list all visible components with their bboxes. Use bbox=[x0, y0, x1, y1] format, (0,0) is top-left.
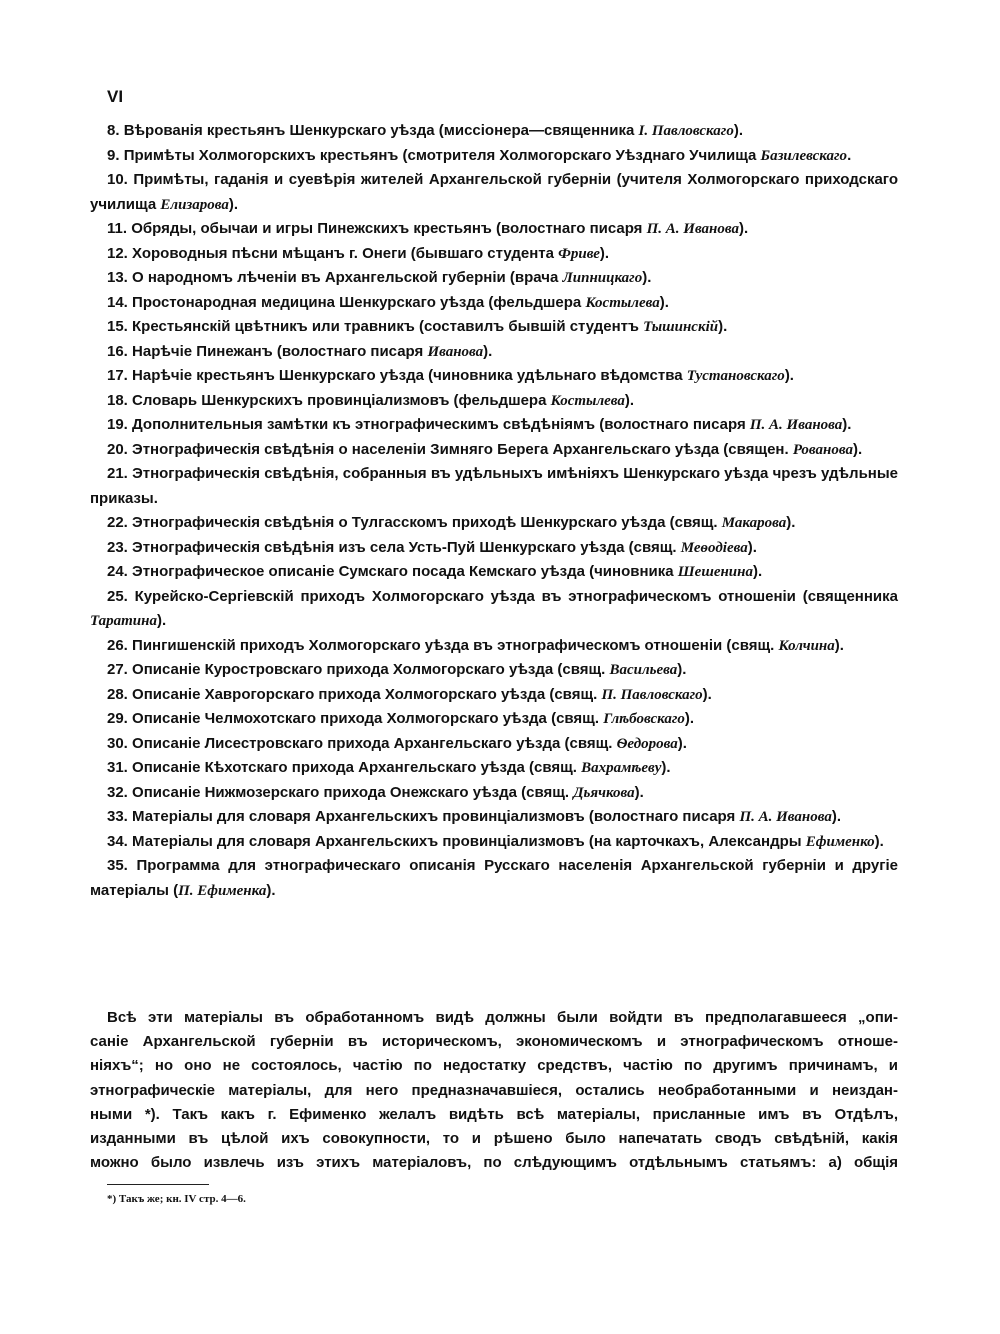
item-number: 26. bbox=[107, 636, 128, 654]
list-item bbox=[90, 707, 898, 732]
item-text: Матеріалы для словаря Архангельскихъ провинціализмовъ (на карточкахъ, Александры bbox=[132, 832, 806, 850]
item-number: 20. bbox=[107, 440, 128, 458]
list-item bbox=[90, 658, 898, 683]
item-text: Описаніе Челмохотскаго прихода Холмогорскаго уѣзда (свящ. bbox=[132, 710, 604, 727]
item-author: Дьячкова bbox=[573, 784, 635, 801]
item-text: Описаніе Нижмозерскаго прихода Онежскаго уѣзда (свящ. bbox=[132, 783, 574, 801]
item-tail: ). bbox=[661, 759, 671, 776]
list-item bbox=[90, 830, 898, 855]
item-text: Описаніе Хаврогорскаго прихода Холмогорскаго уѣзда (свящ. bbox=[132, 685, 602, 703]
item-text: Описаніе Лисестровскаго прихода Архангельскаго уѣзда (свящ. bbox=[132, 734, 617, 752]
item-tail: ). bbox=[733, 122, 743, 139]
paragraph-line: этнографическіе матеріалы, для него предназначавшіеся, остались необработанными и неиздан- bbox=[90, 1081, 898, 1099]
item-author: Иванова bbox=[427, 343, 484, 360]
item-number: 11. bbox=[107, 220, 128, 237]
item-tail: ). bbox=[784, 367, 794, 384]
list-item bbox=[90, 217, 898, 242]
list-item bbox=[90, 462, 898, 511]
item-text: Программа для этнографическаго описанія Русскаго населенія Архангельской губерніи и другіе матеріалы ( bbox=[90, 857, 898, 899]
item-number: 8. bbox=[107, 122, 120, 139]
item-text: Описаніе Кѣхотскаго прихода Архангельскаго уѣзда (свящ. bbox=[132, 759, 582, 776]
item-number: 16. bbox=[107, 342, 128, 360]
item-number: 28. bbox=[107, 685, 128, 703]
item-tail: . bbox=[847, 146, 852, 164]
item-number: 27. bbox=[107, 661, 128, 678]
paragraph-line: можно было извлечь изъ этихъ матеріаловъ, по слѣдующимъ отдѣльнымъ статьямъ: а) общія bbox=[90, 1154, 898, 1172]
item-number: 23. bbox=[107, 538, 128, 556]
item-text: О народномъ лѣченіи въ Архангельской губерніи (врача bbox=[132, 269, 563, 286]
item-author: Костылева bbox=[585, 294, 660, 311]
item-author: Липницкаго bbox=[562, 270, 643, 286]
item-author: П. Ефименка bbox=[178, 882, 267, 899]
list-item bbox=[90, 389, 898, 414]
item-author: Глѣбовскаго bbox=[603, 711, 685, 727]
item-number: 31. bbox=[107, 759, 128, 776]
item-author: І. Павловскаго bbox=[638, 123, 734, 139]
item-number: 33. bbox=[107, 808, 128, 825]
item-number: 9. bbox=[107, 146, 120, 164]
item-text: Нарѣчіе крестьянъ Шенкурскаго уѣзда (чиновника удѣльнаго вѣдомства bbox=[132, 367, 687, 384]
item-text: Матеріалы для словаря Архангельскихъ провинціализмовъ (волостнаго писаря bbox=[132, 808, 740, 825]
body-paragraph bbox=[90, 1006, 898, 1175]
item-number: 18. bbox=[107, 391, 128, 409]
item-author: Тышинскій bbox=[643, 319, 719, 335]
item-tail: ). bbox=[752, 563, 763, 580]
item-number: 32. bbox=[107, 783, 128, 801]
footnote: *) Такъ же; кн. IV стр. 4—6. bbox=[107, 1193, 246, 1205]
list-item bbox=[90, 438, 898, 463]
list-item bbox=[90, 805, 898, 830]
list-item bbox=[90, 536, 898, 561]
list-item bbox=[90, 634, 898, 659]
page-number: VI bbox=[107, 87, 124, 106]
item-tail: ). bbox=[599, 244, 610, 262]
item-tail: ). bbox=[659, 293, 669, 311]
list-item bbox=[90, 242, 898, 267]
item-tail: ). bbox=[842, 416, 852, 433]
item-author: Рованова bbox=[792, 441, 853, 458]
item-tail: ). bbox=[718, 318, 728, 335]
item-tail: ). bbox=[483, 342, 493, 360]
item-text: Этнографическое описаніе Сумскаго посада Кемскаго уѣзда (чиновника bbox=[132, 563, 678, 580]
paragraph-line: изданными въ цѣлой ихъ совокупности, то и рѣшено было напечатать сводъ свѣдѣній, какія bbox=[90, 1129, 898, 1147]
item-number: 10. bbox=[107, 171, 128, 188]
item-author: Шешенина bbox=[677, 564, 753, 580]
item-tail: ). bbox=[642, 269, 652, 286]
paragraph-line: ніяхъ“; но оно не состоялось, частію по недостатку средствъ, частію по другимъ причинамъ, и bbox=[90, 1057, 898, 1075]
item-tail: ). bbox=[634, 783, 644, 801]
item-author: Таратина bbox=[90, 613, 157, 629]
item-number: 30. bbox=[107, 734, 128, 752]
list-item bbox=[90, 511, 898, 536]
item-number: 21. bbox=[107, 465, 128, 482]
item-number: 25. bbox=[107, 587, 128, 605]
item-text: Вѣрованія крестьянъ Шенкурскаго уѣзда (миссіонера—священника bbox=[123, 122, 639, 139]
paragraph-line: саніе Архангельской губерніи въ историческомъ, экономическомъ и этнографическомъ отноше- bbox=[90, 1033, 898, 1051]
list-item bbox=[90, 168, 898, 217]
item-number: 15. bbox=[107, 318, 128, 335]
item-tail: ). bbox=[677, 661, 687, 678]
list-item bbox=[90, 340, 898, 365]
item-text: Этнографическія свѣдѣнія о населеніи Зимняго Берега Архангельскаго уѣзда (священ. bbox=[132, 440, 793, 458]
item-text: Этнографическія свѣдѣнія, собранныя въ удѣльныхъ имѣніяхъ Шенкурскаго уѣзда чрезъ удѣльные приказы. bbox=[90, 465, 898, 507]
item-text: Простонародная медицина Шенкурскаго уѣзда (фельдшера bbox=[132, 293, 586, 311]
item-number: 29. bbox=[107, 710, 128, 727]
item-number: 13. bbox=[107, 269, 128, 286]
item-number: 34. bbox=[107, 832, 128, 850]
item-author: Тустановскаго bbox=[686, 368, 785, 384]
item-author: П. Павловскаго bbox=[601, 686, 703, 703]
item-tail: ). bbox=[738, 220, 749, 237]
item-author: Меѳодіева bbox=[680, 539, 748, 556]
item-text: Хороводныя пѣсни мѣщанъ г. Онеги (бывшаго студента bbox=[132, 244, 559, 262]
item-tail: ). bbox=[266, 881, 276, 899]
item-author: Колчина bbox=[778, 637, 835, 654]
list-item bbox=[90, 364, 898, 389]
item-tail: ). bbox=[228, 195, 239, 213]
item-text: Этнографическія свѣдѣнія о Тулгасскомъ приходѣ Шенкурскаго уѣзда (свящ. bbox=[132, 514, 722, 531]
item-author: Ефименко bbox=[805, 833, 875, 850]
item-text: Обряды, обычаи и игры Пинежскихъ крестьянъ (волостнаго писаря bbox=[131, 220, 647, 237]
item-tail: ). bbox=[834, 636, 844, 654]
item-text: Крестьянскій цвѣтникъ или травникъ (составилъ бывшій студентъ bbox=[132, 318, 644, 335]
item-text: Этнографическія свѣдѣнія изъ села Усть-Пуй Шенкурскаго уѣзда (свящ. bbox=[132, 538, 681, 556]
list-item bbox=[90, 315, 898, 340]
item-text: Пингишенскій приходъ Холмогорскаго уѣзда въ этнографическомъ отношеніи (свящ. bbox=[132, 636, 779, 654]
item-number: 17. bbox=[107, 367, 128, 384]
item-author: Базилевскаго bbox=[760, 147, 848, 164]
item-author: Васильева bbox=[609, 662, 678, 678]
item-number: 14. bbox=[107, 293, 128, 311]
list-item bbox=[90, 413, 898, 438]
materials-list bbox=[90, 119, 898, 903]
item-text: Описаніе Куростровскаго прихода Холмогорскаго уѣзда (свящ. bbox=[132, 661, 610, 678]
paragraph-line: ными *). Такъ какъ г. Ефименко желалъ видѣть всѣ матеріалы, присланные имъ въ Отдѣлъ, bbox=[90, 1105, 898, 1123]
item-tail: ). bbox=[747, 538, 757, 556]
item-tail: ). bbox=[156, 612, 167, 629]
item-author: Вахрамѣеву bbox=[581, 760, 662, 776]
item-text: Примѣты, гаданія и суевѣрія жителей Архангельской губерніи (учителя Холмогорскаго приходскаго училища bbox=[90, 171, 899, 213]
item-author: Фриве bbox=[558, 245, 600, 262]
item-text: Дополнительныя замѣтки къ этнографическимъ свѣдѣніямъ (волостнаго писаря bbox=[132, 416, 750, 433]
item-author: П. А. Иванова bbox=[739, 809, 832, 825]
item-author: Ѳедорова bbox=[616, 735, 678, 752]
item-number: 22. bbox=[107, 514, 128, 531]
paragraph-line: Всѣ эти матеріалы въ обработанномъ видѣ должны были войдти въ предполагавшееся „опи- bbox=[107, 1009, 898, 1026]
item-tail: ). bbox=[874, 832, 884, 850]
item-tail: ). bbox=[624, 391, 635, 409]
item-number: 12. bbox=[107, 244, 128, 262]
list-item bbox=[90, 781, 898, 806]
list-item bbox=[90, 291, 898, 316]
item-text: Курейско-Сергіевскій приходъ Холмогорскаго уѣзда въ этнографическомъ отношеніи (священника bbox=[134, 587, 899, 605]
item-author: Костылева bbox=[550, 392, 625, 409]
list-item bbox=[90, 732, 898, 757]
list-item bbox=[90, 144, 898, 169]
list-item bbox=[90, 119, 898, 144]
item-number: 19. bbox=[107, 416, 128, 433]
item-tail: ). bbox=[702, 685, 712, 703]
list-item bbox=[90, 683, 898, 708]
item-tail: ). bbox=[677, 734, 687, 752]
list-item bbox=[90, 560, 898, 585]
footnote-divider bbox=[107, 1184, 209, 1185]
item-author: Макарова bbox=[721, 515, 787, 531]
item-author: П. А. Иванова bbox=[646, 221, 739, 237]
list-item bbox=[90, 756, 898, 781]
item-tail: ). bbox=[831, 808, 841, 825]
list-item bbox=[90, 585, 898, 634]
item-text: Нарѣчіе Пинежанъ (волостнаго писаря bbox=[132, 342, 428, 360]
item-author: П. А. Иванова bbox=[749, 417, 843, 433]
item-text: Примѣты Холмогорскихъ крестьянъ (смотрителя Холмогорскаго Уѣзднаго Училища bbox=[123, 146, 761, 164]
item-author: Елизарова bbox=[160, 196, 229, 213]
item-number: 24. bbox=[107, 563, 128, 580]
item-tail: ). bbox=[684, 710, 695, 727]
item-tail: ). bbox=[786, 514, 796, 531]
list-item bbox=[90, 854, 898, 903]
item-text: Словарь Шенкурскихъ провинціализмовъ (фельдшера bbox=[132, 391, 551, 409]
item-tail: ). bbox=[852, 440, 863, 458]
item-number: 35. bbox=[107, 857, 128, 874]
list-item bbox=[90, 266, 898, 291]
